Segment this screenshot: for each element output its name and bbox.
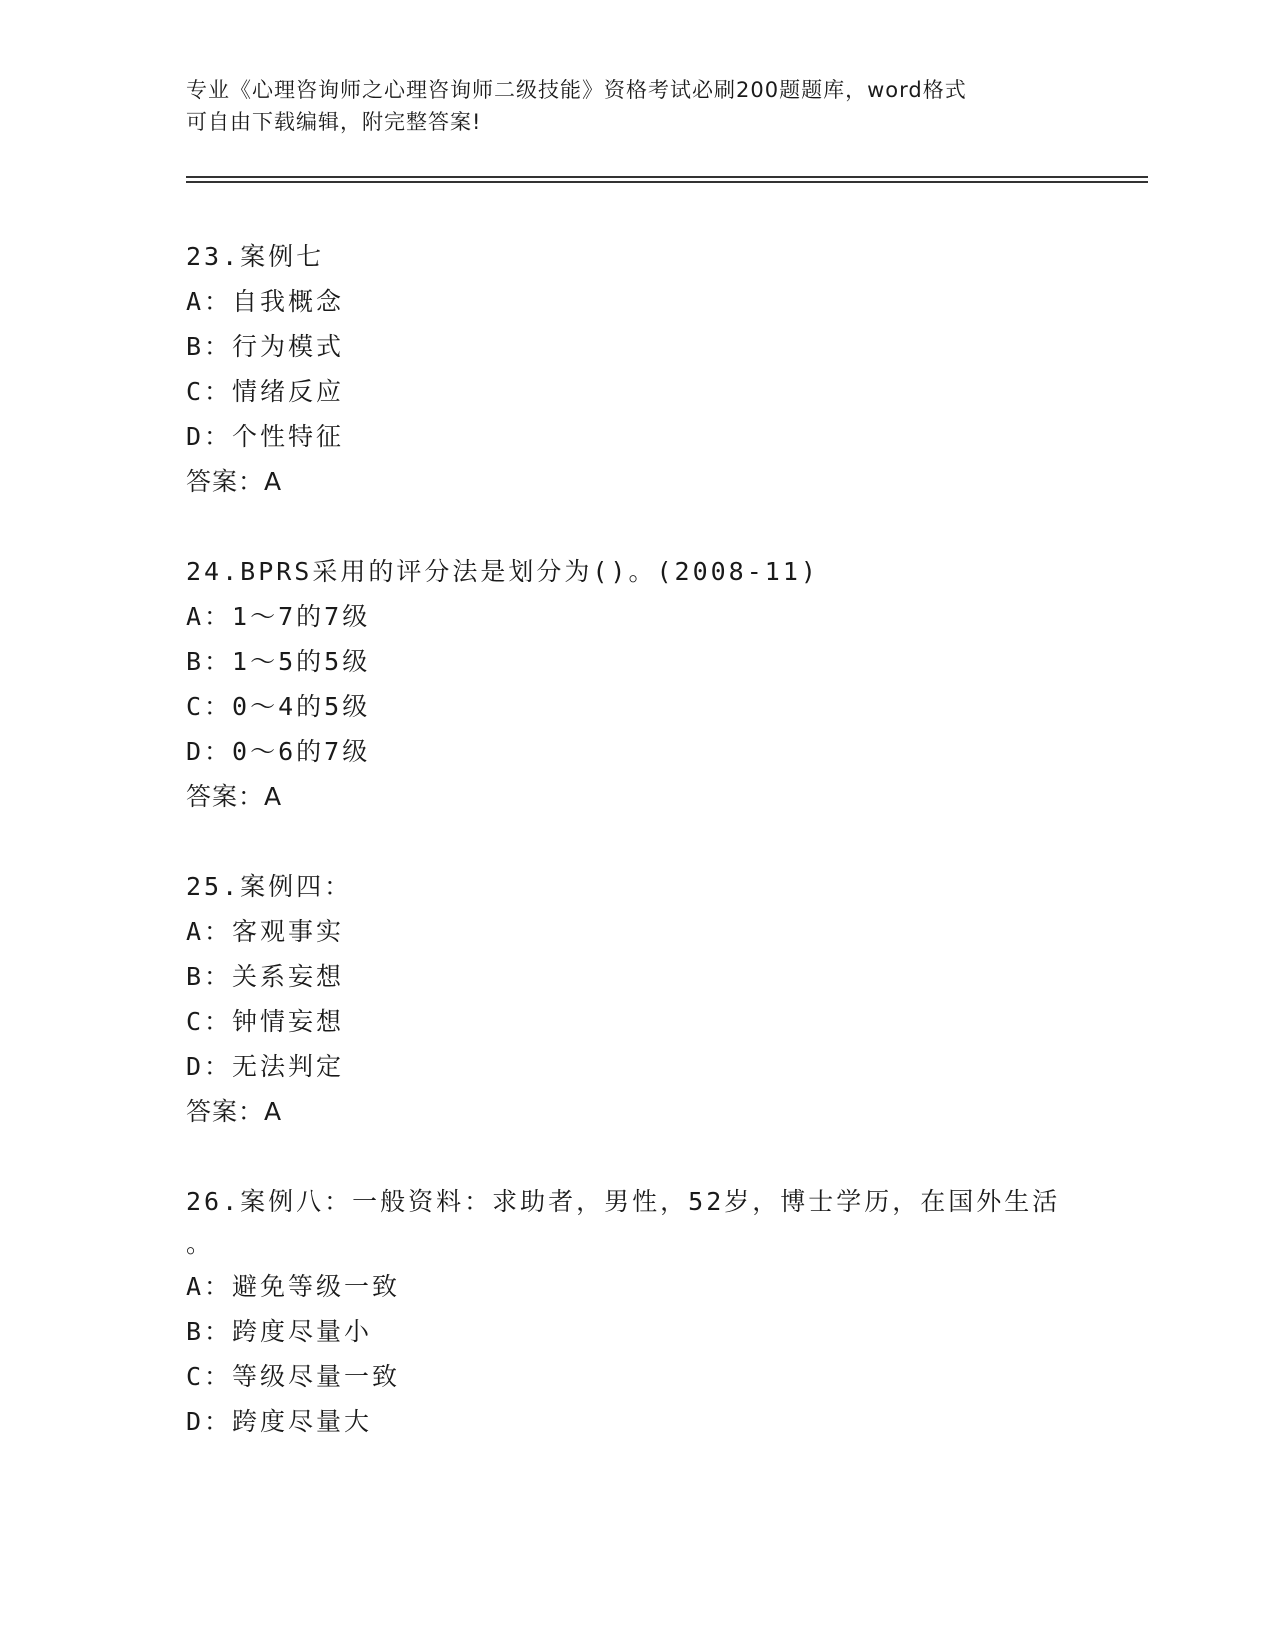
option-c: C：0～4的5级 — [186, 692, 371, 721]
question-title-continuation: 。 — [186, 1229, 215, 1258]
question-24 — [186, 549, 1146, 819]
document-header — [186, 74, 1066, 138]
option-b: B：跨度尽量小 — [186, 1317, 373, 1346]
option-d: D：无法判定 — [186, 1052, 345, 1081]
question-23 — [186, 234, 1146, 504]
option-b: B：关系妄想 — [186, 962, 345, 991]
option-a: A：1～7的7级 — [186, 602, 371, 631]
option-a: A：避免等级一致 — [186, 1272, 401, 1301]
header-rule-top — [186, 176, 1148, 178]
option-a: A：客观事实 — [186, 917, 345, 946]
option-c: C：情绪反应 — [186, 377, 345, 406]
header-line-2: 可自由下载编辑，附完整答案! — [186, 110, 482, 134]
option-b: B：行为模式 — [186, 332, 345, 361]
option-c: C：等级尽量一致 — [186, 1362, 401, 1391]
option-c: C：钟情妄想 — [186, 1007, 345, 1036]
answer: 答案：A — [186, 782, 283, 811]
question-title: 23.案例七 — [186, 242, 325, 271]
option-d: D：个性特征 — [186, 422, 345, 451]
question-title: 26.案例八：一般资料：求助者，男性，52岁，博士学历，在国外生活 — [186, 1187, 1061, 1216]
question-list — [186, 234, 1146, 1489]
question-title: 24.BPRS采用的评分法是划分为()。(2008-11) — [186, 557, 819, 586]
question-26 — [186, 1179, 1146, 1444]
question-title: 25.案例四： — [186, 872, 353, 901]
option-d: D：跨度尽量大 — [186, 1407, 373, 1436]
option-d: D：0～6的7级 — [186, 737, 371, 766]
header-rule-bottom — [186, 181, 1148, 183]
answer: 答案：A — [186, 1097, 283, 1126]
option-b: B：1～5的5级 — [186, 647, 371, 676]
header-line-1: 专业《心理咨询师之心理咨询师二级技能》资格考试必刷200题题库，word格式 — [186, 78, 967, 102]
option-a: A：自我概念 — [186, 287, 345, 316]
answer: 答案：A — [186, 467, 283, 496]
question-25 — [186, 864, 1146, 1134]
